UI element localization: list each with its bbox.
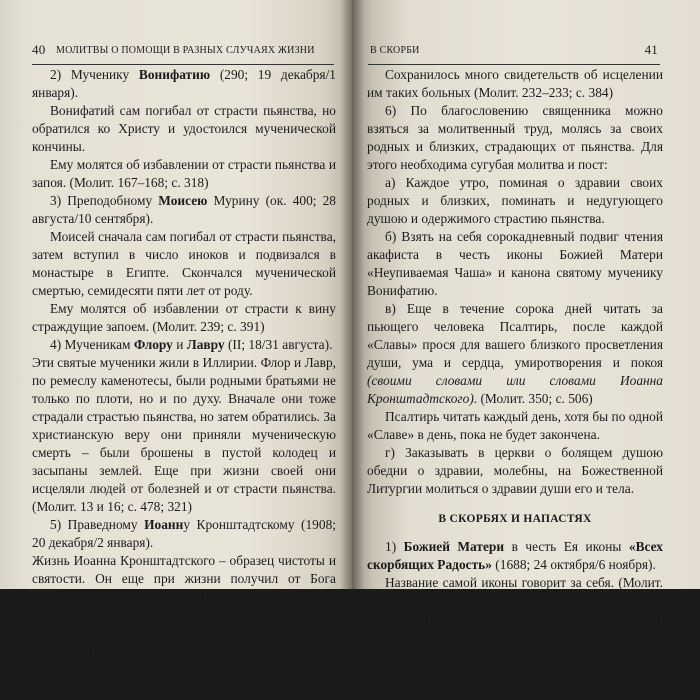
right-page-text: [367, 66, 663, 700]
text-run: 5) Праведному: [50, 517, 145, 532]
text-run: Псалтирь читать каждый день, хотя бы по одной «Славе» в день, пока не будет закончена.: [367, 409, 663, 442]
right-page: [352, 0, 700, 698]
bold-text: Вонифатию: [138, 67, 211, 82]
paragraph: [367, 610, 663, 646]
text-run: в честь Ея иконы: [501, 611, 619, 626]
left-page-text: [32, 66, 336, 678]
text-run: Моисей сначала сам погибал от страсти пьянства, затем вступил в число иноков и подвизался в монастыре в Египте. Скончался мученической смертью, семидесяти пяти лет от роду.: [32, 229, 336, 298]
paragraph: [32, 102, 336, 156]
bold-text: Божией Матери: [402, 611, 502, 626]
paragraph: [32, 552, 336, 678]
text-run: в честь Ея иконы: [504, 539, 629, 554]
bold-text: «Утоли моя печали»: [367, 611, 663, 644]
bold-text: «Всех скорбящих Радость»: [367, 539, 663, 572]
paragraph: [32, 336, 336, 354]
text-run: 2): [385, 611, 403, 626]
text-run: Вонифатий сам погибал от страсти пьянства, но обратился ко Христу и удостоился мученической кончины.: [32, 103, 336, 154]
paragraph: [32, 156, 336, 192]
text-run: (1688; 24 октября/6 ноября).: [491, 557, 656, 572]
paragraph: [32, 192, 336, 228]
paragraph: [32, 516, 336, 552]
text-run: Название самой иконы говорит за себя. (Молит. 23–26; с. 140): [367, 575, 663, 608]
italic-text: (своими словами или словами Иоанна Кронштадтского): [367, 373, 663, 406]
text-run: у Кронштадтскому (1908; 20 декабря/2 января).: [32, 517, 336, 550]
right-header-rule: [368, 64, 660, 65]
text-run: а) Каждое утро, поминая о здравии своих родных и близких, поминать и недугующего душою и одержимого страстию пьянства.: [367, 175, 663, 226]
paragraph: [367, 646, 663, 700]
paragraph: [367, 102, 663, 174]
text-run: г) Заказывать в церкви о болящем душою обедни о здравии, молебны, на Божественной Литургии молиться о здравии души его и тела.: [367, 445, 663, 496]
left-page: [0, 0, 352, 676]
paragraph: [367, 444, 663, 498]
text-run: 4) Мученикам: [50, 337, 134, 352]
text-run: б) Взять на себя сорокадневный подвиг чтения акафиста в честь иконы Божией Матери «Неупиваемая Чаша» и канона святому мученику Вонифатию.: [367, 229, 663, 298]
paragraph: [367, 408, 663, 444]
bold-text: Флору: [133, 337, 173, 352]
bold-text: Иоанн: [144, 517, 184, 532]
text-run: Жизнь Иоанна Кронштадтского – образец чистоты и святости. Он еще при жизни получил от Бога чудесный дар исцелений. По его молитвам Бог исцелял многих больных – тех, кто приходил к нему с просьбой о помощи. Среди простого народа города Кронштадта, где он был священником, было много таких, кто страдал недугом винопития.: [32, 553, 336, 676]
text-run: 3) Преподобному: [50, 193, 159, 208]
bold-text: Божией Матери: [403, 539, 505, 554]
text-run: Эти святые мученики жили в Иллирии. Флор и Лавр, по ремеслу каменотесы, были родными братьями не только по плоти, но и по духу. Вначале они тоже страдали страстью пьянства, но затем обратились. За христианскую веру они приняли мученическую смерть – были брошены в пустой колодец и засыпаны землей. Еще при жизни своей они исцеляли людей от болезней и от страсти пьянства. (Молит. 13 и 16; с. 478; 321): [32, 355, 336, 514]
paragraph: [367, 228, 663, 300]
paragraph: [32, 66, 336, 102]
text-run: Мурину (ок. 400; 28 августа/10 сентября).: [32, 193, 337, 226]
text-run: 1): [385, 539, 404, 554]
text-run: в) Еще в течение сорока дней читать за пьющего человека Псалтирь, после каждой «Славы» прося для вашего близкого просветления души, ума и сердца, умиротворения и покоя: [367, 301, 663, 370]
text-run: Ему молятся об избавлении от страсти к вину страждущие запоем. (Молит. 239; с. 391): [32, 301, 336, 334]
paragraph: [367, 300, 663, 408]
text-run: (II; 18/31 августа).: [224, 337, 333, 352]
paragraph: [367, 66, 663, 102]
left-header-rule: [32, 64, 334, 65]
left-page-number: 40: [32, 42, 46, 57]
text-run: В жизни, полной невзгод, каждый испытал скорби телесные и в особенности душевные. В такие ми-: [367, 647, 663, 698]
text-run: 2) Мученику: [50, 67, 139, 82]
text-run: Сохранилось много свидетельств об исцелении им таких больных (Молит. 232–233; с. 384): [367, 67, 663, 100]
right-running-title: В СКОРБИ: [370, 45, 420, 56]
book-gutter: [340, 0, 364, 589]
text-run: (1640; 25 января/7 февраля).: [442, 629, 608, 644]
paragraph: [367, 574, 663, 610]
paragraph: [367, 538, 663, 574]
bold-text: Моисею: [158, 193, 208, 208]
paragraph: [32, 300, 336, 336]
text-run: 6) По благословению священника можно взяться за молитвенный труд, молясь за своих родных и близких, страдающих от пьянства. Для этого необходима сугубая молитва и пост:: [367, 103, 663, 172]
text-run: Ему молятся об избавлении от страсти пьянства и запоя. (Молит. 167–168; с. 318): [32, 157, 336, 190]
paragraph: [32, 228, 336, 300]
left-running-title: МОЛИТВЫ О ПОМОЩИ В РАЗНЫХ СЛУЧАЯХ ЖИЗНИ: [56, 45, 315, 56]
right-page-number: 41: [644, 42, 658, 57]
paragraph: [32, 354, 336, 516]
text-run: (290; 19 декабря/1 января).: [32, 67, 336, 100]
bold-text: Лавру: [186, 337, 225, 352]
section-heading: В СКОРБЯХ И НАПАСТЯХ: [438, 513, 592, 525]
paragraph: [367, 174, 663, 228]
text-run: и: [172, 337, 187, 352]
text-run: . (Молит. 350; с. 506): [473, 391, 593, 406]
